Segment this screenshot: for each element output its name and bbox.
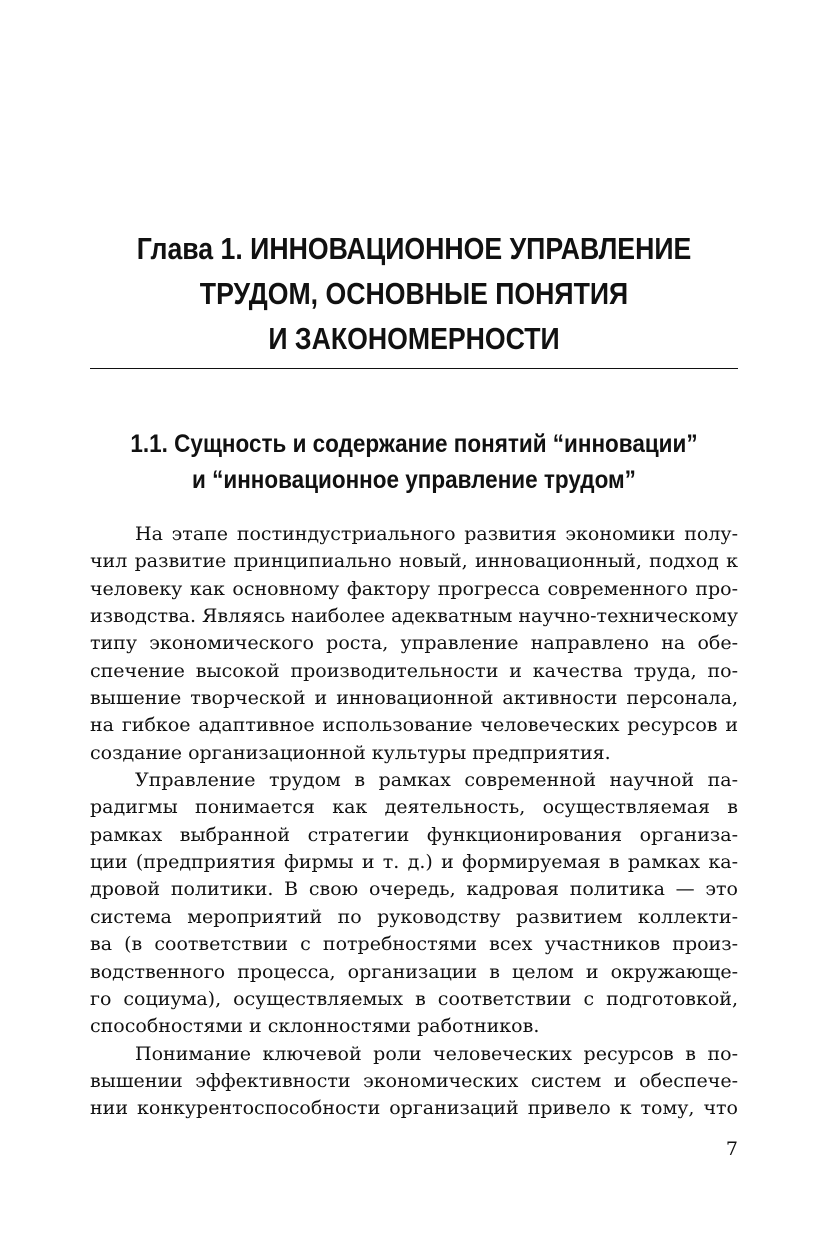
text-line: ва (в соответствии с потребностями всех участников произ- [90, 933, 738, 956]
chapter-title-line: И ЗАКОНОМЕРНОСТИ [268, 321, 560, 356]
text-line: радигмы понимается как деятельность, осуществляемая в [90, 796, 738, 819]
text-line: создание организационной культуры предприятия. [90, 741, 611, 764]
text-line: на гибкое адаптивное использование человеческих ресурсов и [90, 714, 738, 737]
chapter-title [135, 226, 692, 361]
section-title [122, 426, 705, 498]
text-line: способностями и склонностями работников. [90, 1015, 540, 1038]
paragraph-3 [90, 1041, 738, 1123]
text-line: рамках выбранной стратегии функционирования организа- [90, 823, 738, 846]
body-text [90, 521, 738, 1123]
paragraph-1 [90, 521, 738, 767]
text-line: го социума), осуществляемых в соответствии с подготовкой, [90, 987, 738, 1010]
chapter-title-line: ТРУДОМ, ОСНОВНЫЕ ПОНЯТИЯ [199, 276, 629, 311]
text-line: водственного процесса, организации в целом и окружающе- [90, 960, 738, 983]
text-line: чил развитие принципиально новый, инновационный, подход к [90, 550, 738, 573]
text-line: вышении эффективности экономических систем и обеспече- [90, 1069, 738, 1092]
section-title-line: и “инновационное управление трудом” [192, 466, 636, 494]
text-line: Понимание ключевой роли человеческих ресурсов в по- [135, 1042, 738, 1065]
section-title-line: 1.1. Сущность и содержание понятий “инновации” [130, 430, 698, 458]
text-line: человеку как основному фактору прогресса современного про- [90, 577, 738, 600]
text-line: нии конкурентоспособности организаций привело к тому, что [90, 1097, 738, 1120]
text-line: спечение высокой производительности и качества труда, по- [90, 659, 738, 682]
text-line: типу экономического роста, управление направлено на обе- [90, 632, 738, 655]
paragraph-2 [90, 767, 738, 1040]
text-line: вышение творческой и инновационной активности персонала, [90, 687, 738, 710]
chapter-divider [90, 368, 738, 369]
page-number: 7 [725, 1138, 738, 1160]
text-line: дровой политики. В свою очередь, кадровая политика — это [90, 878, 738, 901]
chapter-title-line: Глава 1. ИННОВАЦИОННОЕ УПРАВЛЕНИЕ [136, 231, 692, 266]
text-line: Управление трудом в рамках современной научной па- [135, 769, 738, 792]
text-line: ции (предприятия фирмы и т. д.) и формируемая в рамках ка- [90, 851, 738, 874]
text-line: изводства. Являясь наиболее адекватным научно-техническому [90, 605, 738, 628]
text-line: На этапе постиндустриального развития экономики полу- [135, 523, 738, 545]
text-line: система мероприятий по руководству развитием коллекти- [90, 905, 738, 928]
